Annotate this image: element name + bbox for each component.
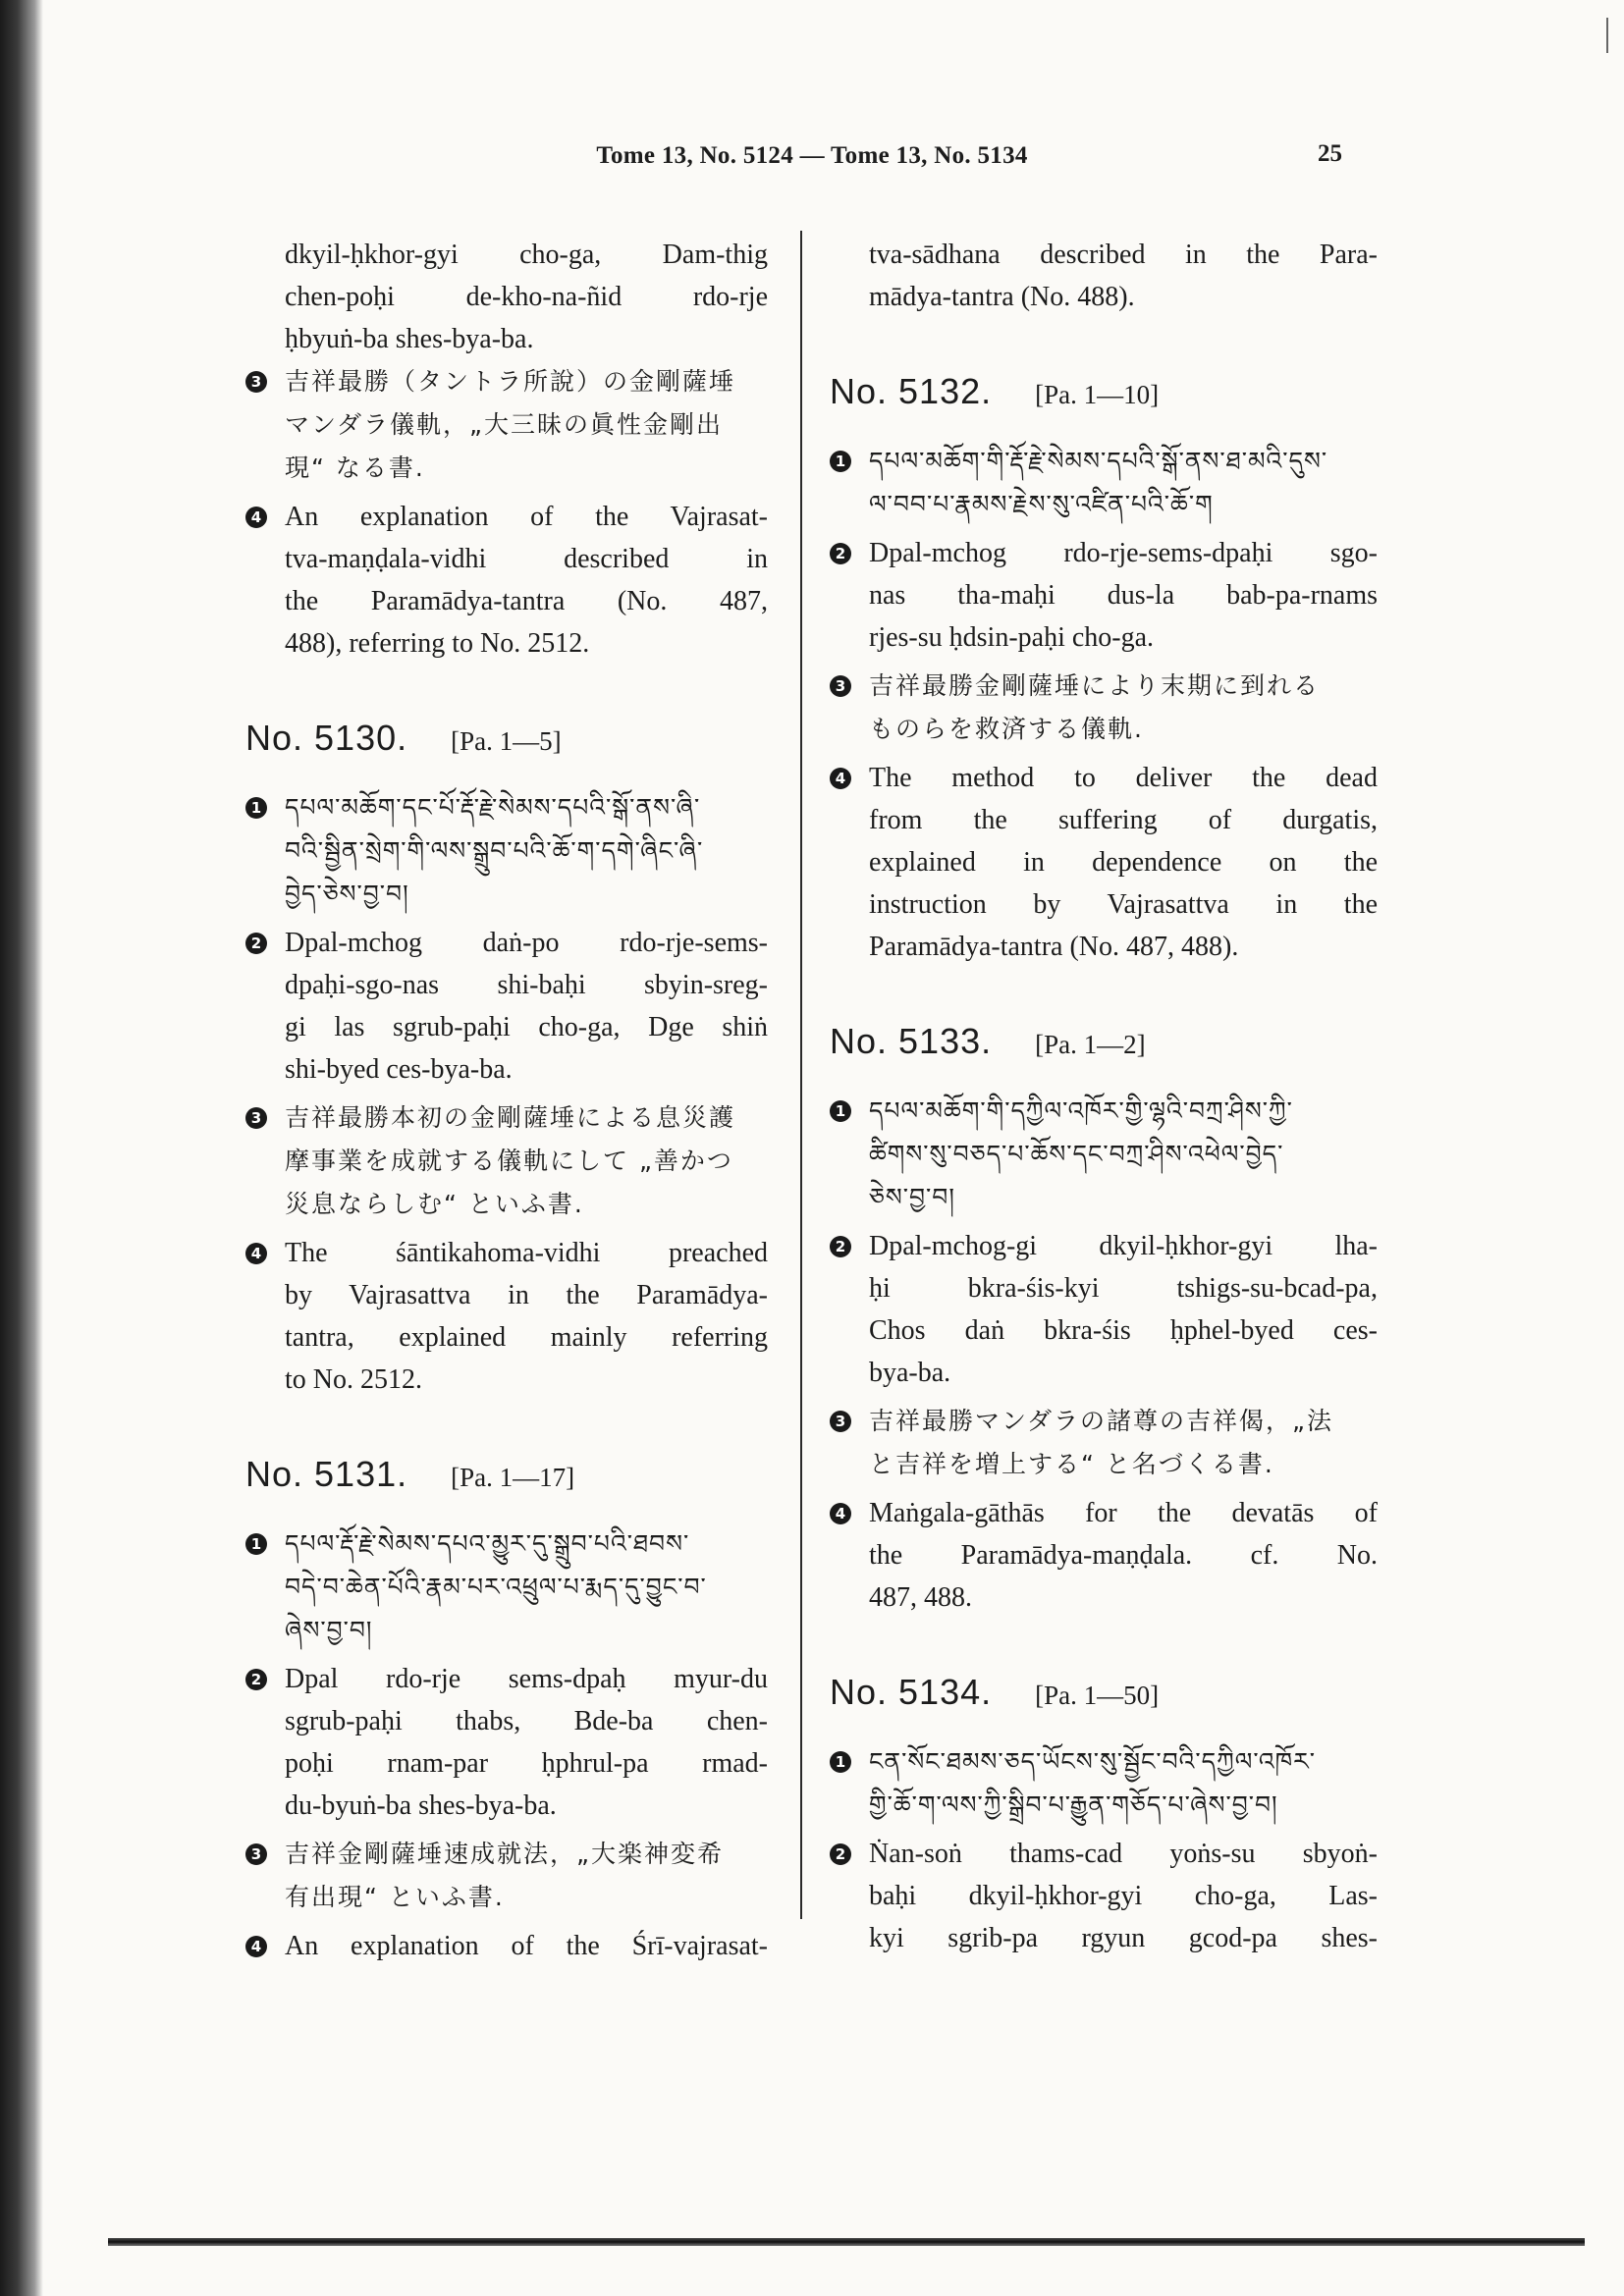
text-line: ཅེས་བྱ་བ། <box>869 1183 955 1211</box>
english-description <box>245 1925 768 1967</box>
text-line: explained in dependence on the <box>869 847 1378 878</box>
english-description <box>830 757 1378 968</box>
text-line: dpaḥi-sgo-nas shi-baḥi sbyin-sreg- <box>285 970 768 1000</box>
text-line: དཔལ་རྡོ་རྗེ་སེམས་དཔའ་མྱུར་དུ་སྒྲུབ་པའི་ཐབས་ <box>285 1529 690 1558</box>
entry-number: No. 5134. <box>830 1672 993 1712</box>
text-line: ངན་སོང་ཐམས་ཅད་ཡོངས་སུ་སྦྱོང་བའི་དཀྱིལ་འཁོར་ <box>869 1747 1316 1776</box>
text-line: བྱེད་ཅེས་བྱ་བ། <box>285 880 409 908</box>
text-line: Chos daṅ bkra-śis ḥphel-byed ces- <box>869 1315 1378 1346</box>
number-1-icon: 1 <box>830 1751 851 1773</box>
text-line: 吉祥最勝本初の金剛薩埵による息災護 <box>285 1103 736 1132</box>
text-line: tantra, explained mainly referring <box>285 1322 768 1353</box>
number-4-icon: 4 <box>245 1936 267 1957</box>
entry-range: [Pa. 1—50] <box>1035 1681 1160 1710</box>
text-line: གྱི་ཆོ་ག་ལས་ཀྱི་སྒྲིབ་པ་རྒྱུན་གཅོད་པ་ཞེས་བྱ་བ། <box>869 1790 1278 1819</box>
entry-range: [Pa. 1—2] <box>1035 1030 1146 1059</box>
text-line: shi-byed ces-bya-ba. <box>285 1054 513 1085</box>
text-line: An explanation of the Vajrasat- <box>285 502 768 532</box>
scan-shadow-left <box>0 0 43 2296</box>
text-line: 488), referring to No. 2512. <box>285 628 590 659</box>
text-line: kyi sgrib-pa rgyun gcod-pa shes- <box>869 1923 1378 1953</box>
number-4-icon: 4 <box>245 1243 267 1264</box>
scan-mark <box>1606 18 1608 53</box>
number-3-icon: 3 <box>830 675 851 697</box>
japanese-title <box>245 1833 768 1919</box>
entry-number: No. 5133. <box>830 1021 993 1061</box>
transliteration <box>830 1225 1378 1394</box>
entry-heading-5132 <box>830 371 1378 412</box>
text-line: baḥi dkyil-ḥkhor-gyi cho-ga, Las- <box>869 1881 1378 1911</box>
tibetan-title <box>830 1090 1378 1219</box>
entry-number: No. 5130. <box>245 718 408 758</box>
transliteration <box>245 922 768 1091</box>
text-line: དཔལ་མཆོག་གི་དཀྱིལ་འཁོར་གྱི་ལྷའི་བཀྲ་ཤིས་ཀྱི་ <box>869 1096 1293 1125</box>
entry-range: [Pa. 1—10] <box>1035 380 1160 409</box>
japanese-title <box>830 1400 1378 1486</box>
number-1-icon: 1 <box>830 451 851 472</box>
text-line: ḥi bkra-śis-kyi tshigs-su-bcad-pa, <box>869 1273 1378 1304</box>
text-line: བདེ་བ་ཆེན་པོའི་རྣམ་པར་འཕྲུལ་པ་རྨད་དུ་བྱུང་བ་ <box>285 1573 707 1601</box>
text-line: poḥi rnam-par ḥphrul-pa rmad- <box>285 1748 768 1779</box>
text-line: བའི་སྦྱིན་སྲེག་གི་ལས་སྒྲུབ་པའི་ཆོ་ག་དགེ་ཞིང་ཞི་ <box>285 836 704 865</box>
text-line: Dpal-mchog rdo-rje-sems-dpaḥi sgo- <box>869 538 1378 568</box>
text-line: ཚིགས་སུ་བཅད་པ་ཆོས་དང་བཀྲ་ཤིས་འཕེལ་བྱེད་ <box>869 1140 1284 1168</box>
text-line: dkyil-ḥkhor-gyi cho-ga, Dam-thig <box>285 240 768 270</box>
text-line: マンダラ儀軌，„大三昧の眞性金剛出 <box>285 410 723 439</box>
text-line: と吉祥を増上する“ と名づくる書. <box>869 1450 1274 1478</box>
continued-entry <box>830 234 1378 318</box>
number-4-icon: 4 <box>830 768 851 789</box>
text-line: ལ་བབ་པ་རྣམས་རྗེས་སུ་འཛིན་པའི་ཆོ་ག <box>869 490 1214 518</box>
transliteration <box>830 1833 1378 1959</box>
text-line: ものらを救済する儀軌. <box>869 715 1144 743</box>
japanese-title <box>830 665 1378 751</box>
tibetan-title <box>830 440 1378 526</box>
text-line: the Paramādya-tantra (No. 487, <box>285 586 768 616</box>
entry-heading-5134 <box>830 1672 1378 1713</box>
english-description <box>830 1492 1378 1619</box>
japanese-title <box>245 1096 768 1226</box>
text-line: by Vajrasattva in the Paramādya- <box>285 1280 768 1310</box>
number-3-icon: 3 <box>245 1843 267 1865</box>
number-4-icon: 4 <box>830 1503 851 1524</box>
text-line: Dpal-mchog daṅ-po rdo-rje-sems- <box>285 928 768 958</box>
text-line: the Paramādya-maṇḍala. cf. No. <box>869 1540 1378 1571</box>
text-line: to No. 2512. <box>285 1364 422 1395</box>
text-line: Dpal-mchog-gi dkyil-ḥkhor-gyi lha- <box>869 1231 1378 1261</box>
text-line: 災息ならしむ“ といふ書. <box>285 1190 584 1218</box>
number-1-icon: 1 <box>830 1100 851 1122</box>
number-1-icon: 1 <box>245 1533 267 1555</box>
text-line: Paramādya-tantra (No. 487, 488). <box>869 932 1239 962</box>
text-line: chen-poḥi de-kho-na-ñid rdo-rje <box>285 282 768 312</box>
text-line: 吉祥金剛薩埵速成就法，„大楽神変希 <box>285 1840 724 1868</box>
text-line: rjes-su ḥdsin-paḥi cho-ga. <box>869 622 1155 653</box>
tibetan-title <box>245 1522 768 1652</box>
text-line: དཔལ་མཆོག་དང་པོ་རྡོ་རྗེ་སེམས་དཔའི་སྒོ་ནས་ཞི་ <box>285 793 701 822</box>
left-column <box>245 234 768 1973</box>
text-line: 吉祥最勝（タントラ所說）の金剛薩埵 <box>285 367 736 396</box>
entry-heading-5131 <box>245 1454 768 1495</box>
number-3-icon: 3 <box>245 371 267 393</box>
text-line: tva-sādhana described in the Para- <box>869 240 1378 270</box>
number-3-icon: 3 <box>830 1411 851 1432</box>
number-2-icon: 2 <box>245 1669 267 1690</box>
text-line: from the suffering of durgatis, <box>869 805 1378 835</box>
text-line: 吉祥最勝マンダラの諸尊の吉祥偈，„法 <box>869 1407 1333 1435</box>
text-line: mādya-tantra (No. 488). <box>869 282 1135 312</box>
text-line: Dpal rdo-rje sems-dpaḥ myur-du <box>285 1664 768 1694</box>
text-line: The method to deliver the dead <box>869 763 1378 793</box>
entry-number: No. 5132. <box>830 371 993 411</box>
entry-heading-5130 <box>245 718 768 759</box>
right-column <box>830 234 1378 1965</box>
text-line: The śāntikahoma-vidhi preached <box>285 1238 768 1268</box>
text-line: 有出現“ といふ書. <box>285 1883 505 1911</box>
english-description <box>245 496 768 665</box>
text-line: དཔལ་མཆོག་གི་རྡོ་རྗེ་སེམས་དཔའི་སྒོ་ནས་ཐ་མའི་དུས་ <box>869 447 1328 475</box>
text-line: Maṅgala-gāthās for the devatās of <box>869 1498 1378 1528</box>
running-header: Tome 13, No. 5124 — Tome 13, No. 5134 <box>596 142 1028 169</box>
continued-entry <box>245 234 768 360</box>
column-divider <box>800 231 802 1919</box>
english-description <box>245 1232 768 1401</box>
page-number: 25 <box>1318 140 1342 167</box>
number-2-icon: 2 <box>830 1843 851 1865</box>
text-line: 摩事業を成就する儀軌にして „善かつ <box>285 1147 733 1175</box>
text-line: bya-ba. <box>869 1358 951 1388</box>
text-line: 吉祥最勝金剛薩埵により末期に到れる <box>869 671 1321 700</box>
text-line: ḥbyuṅ-ba shes-bya-ba. <box>285 324 534 354</box>
tibetan-title <box>830 1740 1378 1827</box>
number-2-icon: 2 <box>245 933 267 954</box>
text-line: instruction by Vajrasattva in the <box>869 889 1378 920</box>
tibetan-title <box>245 786 768 916</box>
number-3-icon: 3 <box>245 1107 267 1129</box>
text-line: gi las sgrub-paḥi cho-ga, Dge shiṅ <box>285 1012 768 1042</box>
entry-heading-5133 <box>830 1021 1378 1062</box>
scan-shadow-bottom <box>108 2238 1585 2246</box>
number-2-icon: 2 <box>830 543 851 564</box>
number-4-icon: 4 <box>245 507 267 528</box>
text-line: An explanation of the Śrī-vajrasat- <box>285 1931 768 1961</box>
text-line: sgrub-paḥi thabs, Bde-ba chen- <box>285 1706 768 1736</box>
text-line: du-byuṅ-ba shes-bya-ba. <box>285 1790 557 1821</box>
transliteration <box>830 532 1378 659</box>
number-2-icon: 2 <box>830 1236 851 1257</box>
text-line: 487, 488. <box>869 1582 972 1613</box>
entry-range: [Pa. 1—17] <box>451 1463 575 1492</box>
japanese-title <box>245 360 768 490</box>
entry-range: [Pa. 1—5] <box>451 726 562 756</box>
transliteration <box>245 1658 768 1827</box>
number-1-icon: 1 <box>245 797 267 819</box>
entry-number: No. 5131. <box>245 1454 408 1494</box>
text-line: nas tha-maḥi dus-la bab-pa-rnams <box>869 580 1378 611</box>
text-line: 現“ なる書. <box>285 454 425 482</box>
text-line: tva-maṇḍala-vidhi described in <box>285 544 768 574</box>
text-line: Ṅan-soṅ thams-cad yoṅs-su sbyoṅ- <box>869 1839 1378 1869</box>
text-line: ཞེས་བྱ་བ། <box>285 1616 373 1644</box>
